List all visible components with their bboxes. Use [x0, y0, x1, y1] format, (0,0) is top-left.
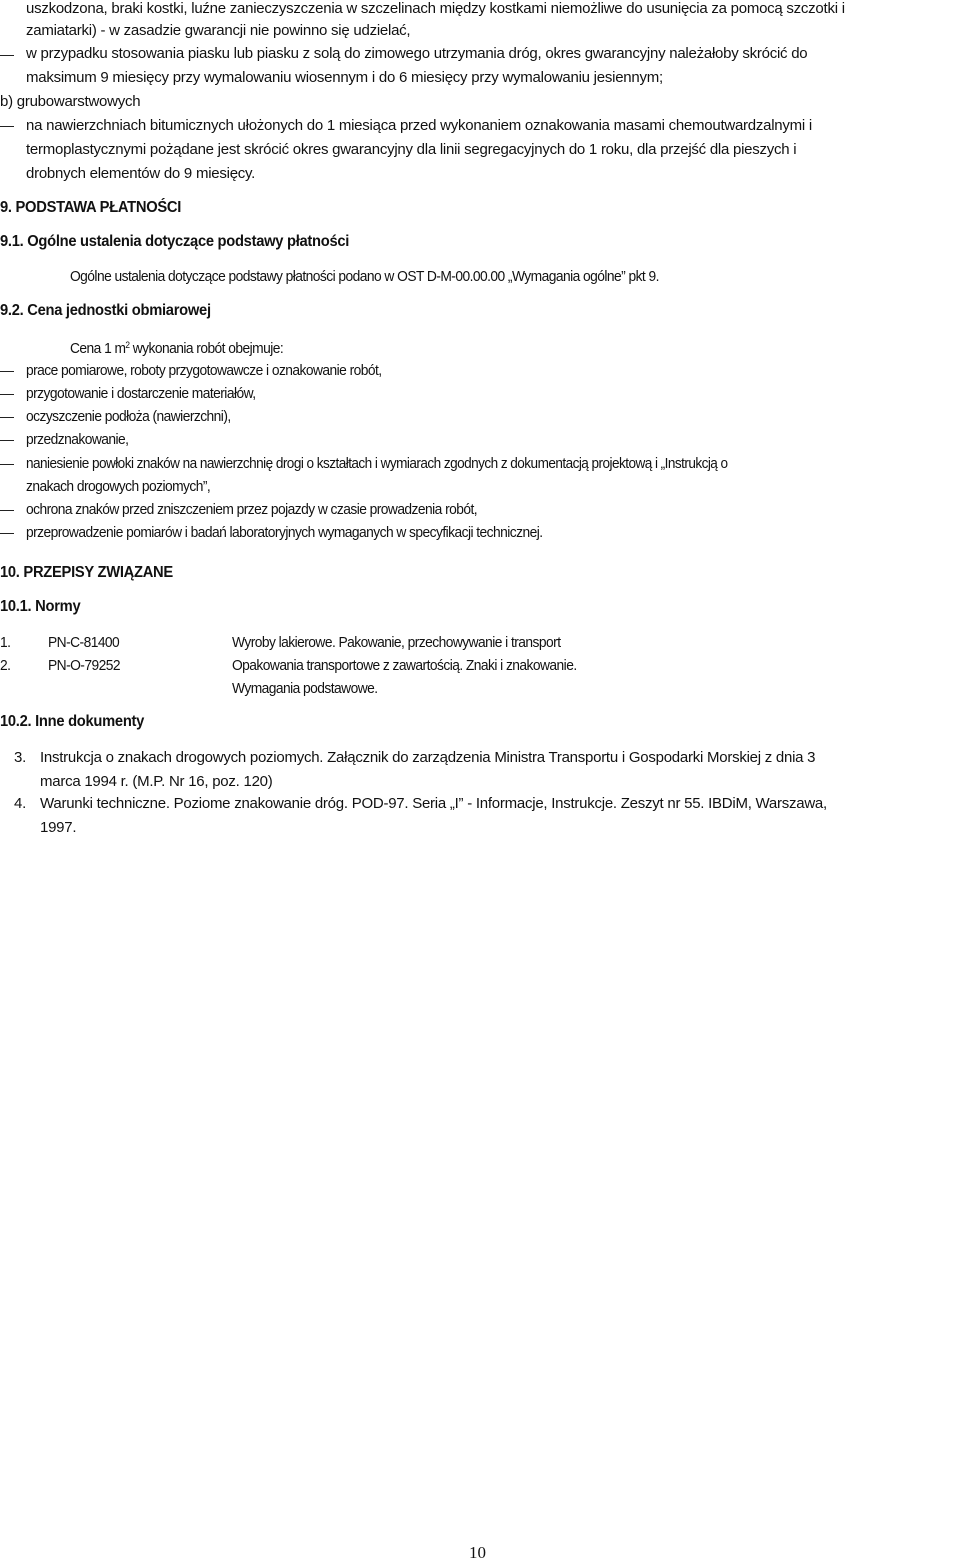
doc-entry [40, 792, 958, 840]
text-line: termoplastycznymi pożądane jest skrócić okres gwarancyjny dla linii segregacyjnych do 1 roku, dla przejść dla pieszych i [26, 141, 797, 158]
doc-number: 4. [14, 795, 27, 812]
page-number: 10 [469, 1543, 486, 1562]
list-item: przedznakowanie, [26, 431, 129, 448]
subsection-heading: 9.2. Cena jednostki obmiarowej [0, 302, 211, 319]
norm-title: Wyroby lakierowe. Pakowanie, przechowywanie i transport [232, 634, 561, 651]
list-dash [0, 55, 14, 56]
list-dash [0, 510, 14, 511]
subsection-heading: 9.1. Ogólne ustalenia dotyczące podstawy płatności [0, 233, 350, 250]
subsection-heading: 10.1. Normy [0, 598, 81, 615]
norm-title: Opakowania transportowe z zawartością. Znaki i znakowanie. [232, 657, 577, 674]
list-item-continued: znakach drogowych poziomych”, [26, 478, 211, 495]
doc-entry [40, 746, 958, 794]
list-dash [0, 440, 14, 441]
list-item: naniesienie powłoki znaków na nawierzchnię drogi o kształtach i wymiarach zgodnych z dokumentacją projektową i „Instrukcją o [26, 455, 728, 472]
subsection-heading: 10.2. Inne dokumenty [0, 713, 145, 730]
list-item: ochrona znaków przed zniszczeniem przez pojazdy w czasie prowadzenia robót, [26, 501, 478, 518]
section-heading: 9. PODSTAWA PŁATNOŚCI [0, 199, 182, 216]
list-item: przygotowanie i dostarczenie materiałów, [26, 385, 256, 402]
paragraph: Cena 1 $m^2$ wykonania robót obejmuje: [70, 340, 284, 357]
doc-number: 3. [14, 749, 27, 766]
list-item: przeprowadzenie pomiarów i badań laboratoryjnych wymaganych w specyfikacji technicznej. [26, 524, 543, 541]
list-dash [0, 394, 14, 395]
doc-entry-line: marca 1994 r. (M.P. Nr 16, poz. 120) [40, 773, 273, 790]
doc-entry-line: Instrukcja o znakach drogowych poziomych. Załącznik do zarządzenia Ministra Transportu i Gospodarki Morskiej z dnia 3 [40, 749, 816, 766]
list-dash [0, 533, 14, 534]
text-line: maksimum 9 miesięcy przy wymalowaniu wiosennym i do 6 miesięcy przy wymalowaniu jesiennym; [26, 69, 663, 86]
text-line: uszkodzona, braki kostki, luźne zanieczyszczenia w szczelinach między kostkami niemożliwe do usunięcia za pomocą szczotki i [26, 0, 845, 17]
list-item: prace pomiarowe, roboty przygotowawcze i oznakowanie robót, [26, 362, 382, 379]
paragraph: Ogólne ustalenia dotyczące podstawy płatności podano w OST D-M-00.00.00 „Wymagania ogólne” pkt 9. [70, 268, 659, 285]
text-line: w przypadku stosowania piasku lub piasku z solą do zimowego utrzymania dróg, okres gwarancyjny należałoby skrócić do [26, 45, 808, 62]
doc-entry-line: 1997. [40, 819, 77, 836]
list-item: oczyszczenie podłoża (nawierzchni), [26, 408, 231, 425]
text-line: drobnych elementów do 9 miesięcy. [26, 165, 256, 182]
sub-heading-b: b) grubowarstwowych [0, 93, 141, 110]
norm-code: PN-O-79252 [48, 657, 120, 674]
doc-entry-line: Warunki techniczne. Poziome znakowanie dróg. POD-97. Seria „I” - Informacje, Instrukcje. Zeszyt nr 55. IBDiM, Warszawa, [40, 795, 827, 812]
section-heading: 10. PRZEPISY ZWIĄZANE [0, 564, 173, 581]
list-dash [0, 126, 14, 127]
list-dash [0, 464, 14, 465]
text-line: na nawierzchniach bitumicznych ułożonych do 1 miesiąca przed wykonaniem oznakowania masami chemoutwardzalnymi i [26, 117, 812, 134]
text-line: zamiatarki) - w zasadzie gwarancji nie powinno się udzielać, [26, 22, 411, 39]
norm-number: 1. [0, 634, 11, 651]
norm-number: 2. [0, 657, 11, 674]
list-dash [0, 417, 14, 418]
norm-title-continued: Wymagania podstawowe. [232, 680, 378, 697]
list-dash [0, 371, 14, 372]
norm-code: PN-C-81400 [48, 634, 120, 651]
